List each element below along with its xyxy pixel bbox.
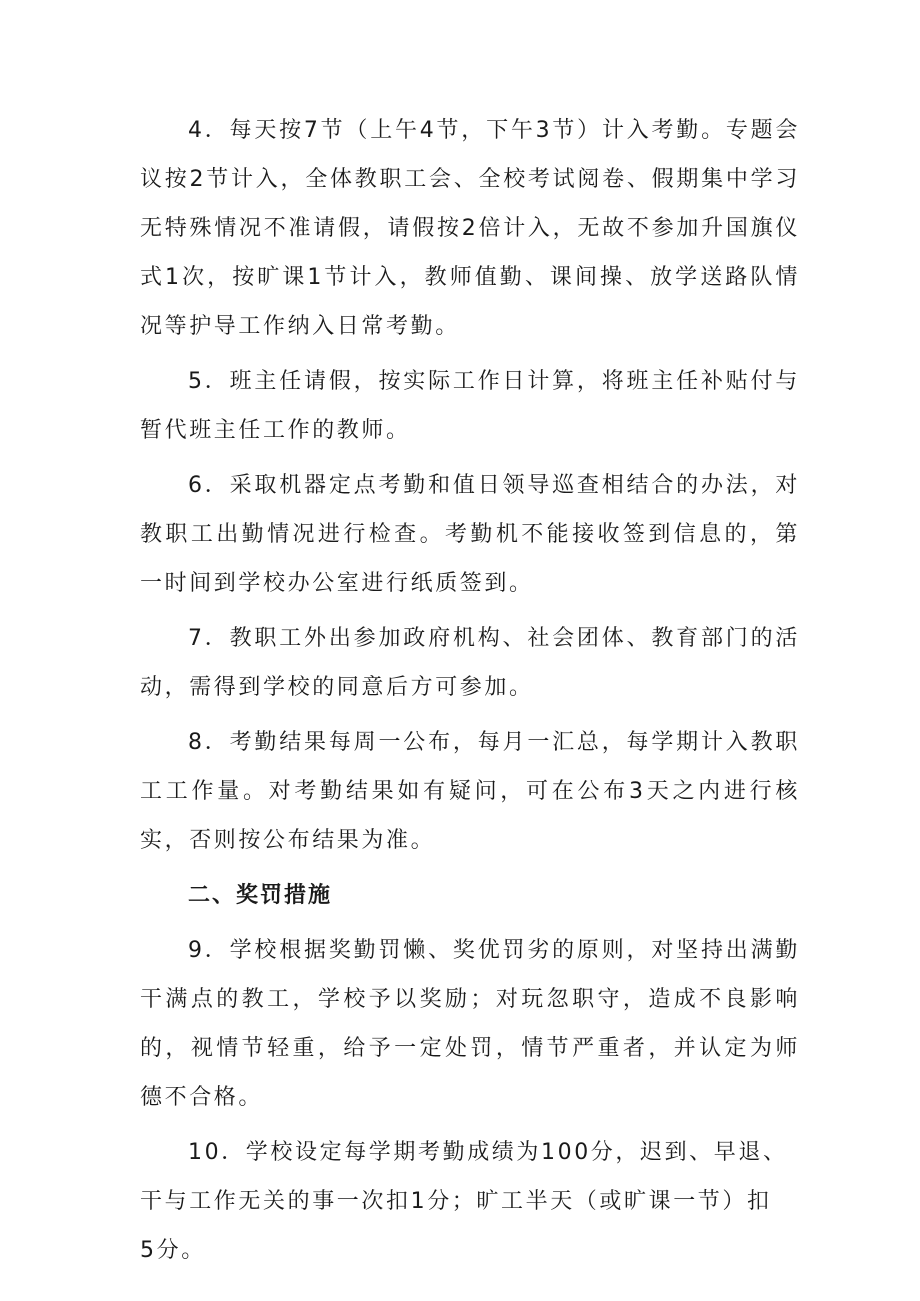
paragraph-10-part2: 5分。 bbox=[140, 1238, 206, 1263]
section-heading: 二、奖罚措施 bbox=[188, 883, 333, 908]
paragraph-5: 5．班主任请假，按实际工作日计算，将班主任补贴付与暂代班主任工作的教师。 bbox=[140, 369, 800, 443]
paragraph-9: 9．学校根据奖勤罚懒、奖优罚劣的原则，对坚持出满勤干满点的教工，学校予以奖励；对玩忽职守，造成不良影响的，视情节轻重，给予一定处罚，情节严重者，并认定为师德不合格。 bbox=[140, 938, 800, 1110]
paragraph-4: 4．每天按7节（上午4节，下午3节）计入考勤。专题会议按2节计入，全体教职工会、全校考试阅卷、假期集中学习无特殊情况不准请假，请假按2倍计入，无故不参加升国旗仪式1次，按旷课1节计入，教师值勤、课间操、放学送路队情况等护导工作纳入日常考勤。 bbox=[140, 118, 800, 339]
paragraph-10 bbox=[140, 1128, 800, 1275]
paragraph-8: 8．考勤结果每周一公布，每月一汇总，每学期计入教职工工作量。对考勤结果如有疑问，可在公布3天之内进行核实，否则按公布结果为准。 bbox=[140, 730, 800, 853]
paragraph-7: 7．教职工外出参加政府机构、社会团体、教育部门的活动，需得到学校的同意后方可参加。 bbox=[140, 626, 800, 700]
paragraph-10-part1: 10．学校设定每学期考勤成绩为100分，迟到、早退、干与工作无关的事一次扣1分；旷工半天（或旷课一节）扣 bbox=[140, 1140, 788, 1214]
document-body bbox=[140, 106, 800, 1281]
paragraph-6: 6．采取机器定点考勤和值日领导巡查相结合的办法，对教职工出勤情况进行检查。考勤机不能接收签到信息的，第一时间到学校办公室进行纸质签到。 bbox=[140, 473, 800, 596]
